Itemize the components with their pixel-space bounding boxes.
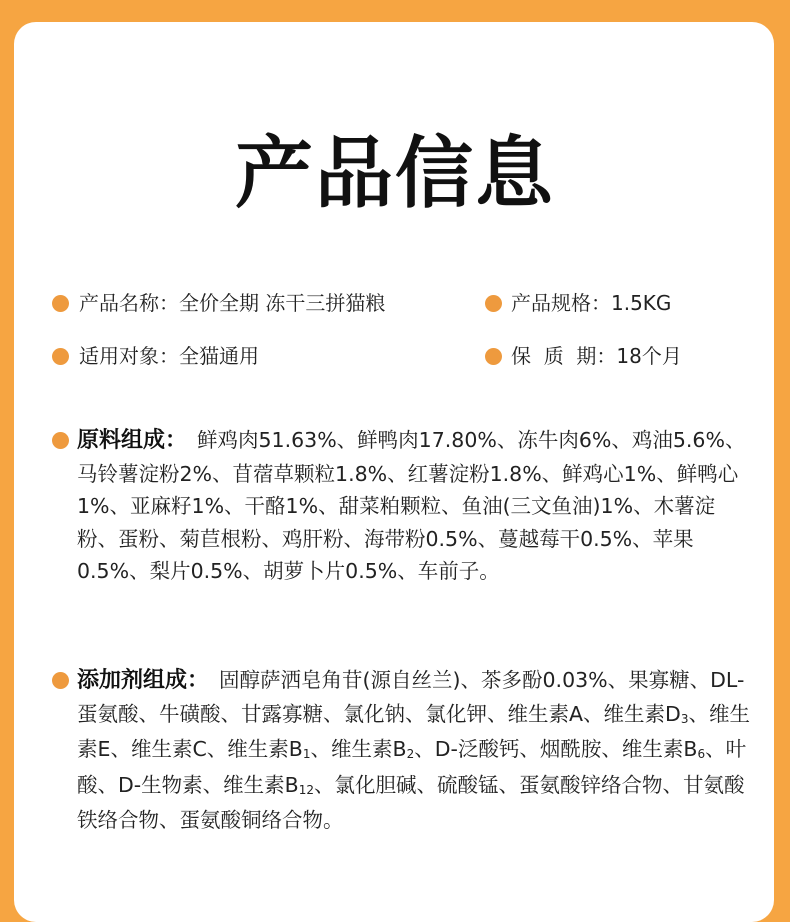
subscript: 1 (302, 747, 311, 761)
additives-heading: 添加剂组成： (77, 668, 210, 693)
additives-text-4: 、D-泛酸钙、烟酰胺、维生素B (414, 737, 698, 761)
product-spec: 产品规格：1.5KG (511, 291, 672, 315)
ingredients-heading: 原料组成： (77, 428, 188, 453)
subscript: 6 (697, 747, 706, 761)
additives-text-3: 、维生素B (310, 737, 407, 761)
additives-text-6: 、氯化胆碱、硫酸锰、蛋氨酸锌络合物、甘氨酸铁络合物、蛋氨酸铜络合物。 (77, 772, 745, 832)
subscript: 12 (298, 782, 315, 797)
bullet-icon (52, 348, 69, 365)
additives-text-2: 、维生素E、维生素C、维生素B (77, 701, 750, 761)
subscript: 3 (680, 711, 689, 726)
additives-section (77, 664, 755, 837)
ingredients-text: 鲜鸡肉51.63%、鲜鸭肉17.80%、冻牛肉6%、鸡油5.6%、马铃薯淀粉2%、苜蓿草颗粒1.8%、红薯淀粉1.8%、鲜鸡心1%、鲜鸭心1%、亚麻籽1%、干酪1%、甜菜粕颗粒、鱼油(三文鱼油)1%、木薯淀粉、蛋粉、菊苣根粉、鸡肝粉、海带粉0.5%、蔓越莓干0.5%、苹果0.5%、梨片0.5%、胡萝卜片0.5%、车前子。 (77, 428, 746, 583)
target-audience: 适用对象：全猫通用 (79, 344, 259, 368)
subscript: 2 (406, 747, 415, 761)
additives-text-5: 、叶酸、D-生物素、维生素B (77, 737, 747, 797)
shelf-life: 保 质 期：18个月 (511, 344, 682, 368)
bullet-icon (52, 672, 69, 689)
additives-text-1: 固醇萨洒皂角苷(源自丝兰)、茶多酚0.03%、果寡糖、DL-蛋氨酸、牛磺酸、甘露寡糖、氯化钠、氯化钾、维生素A、维生素D (77, 668, 745, 726)
ingredients-section (77, 424, 755, 588)
page-title: 产品信息 (234, 129, 555, 219)
bullet-icon (52, 295, 69, 312)
bullet-icon (485, 348, 502, 365)
product-name: 产品名称：全价全期 冻干三拼猫粮 (79, 291, 386, 315)
bullet-icon (52, 432, 69, 449)
bullet-icon (485, 295, 502, 312)
